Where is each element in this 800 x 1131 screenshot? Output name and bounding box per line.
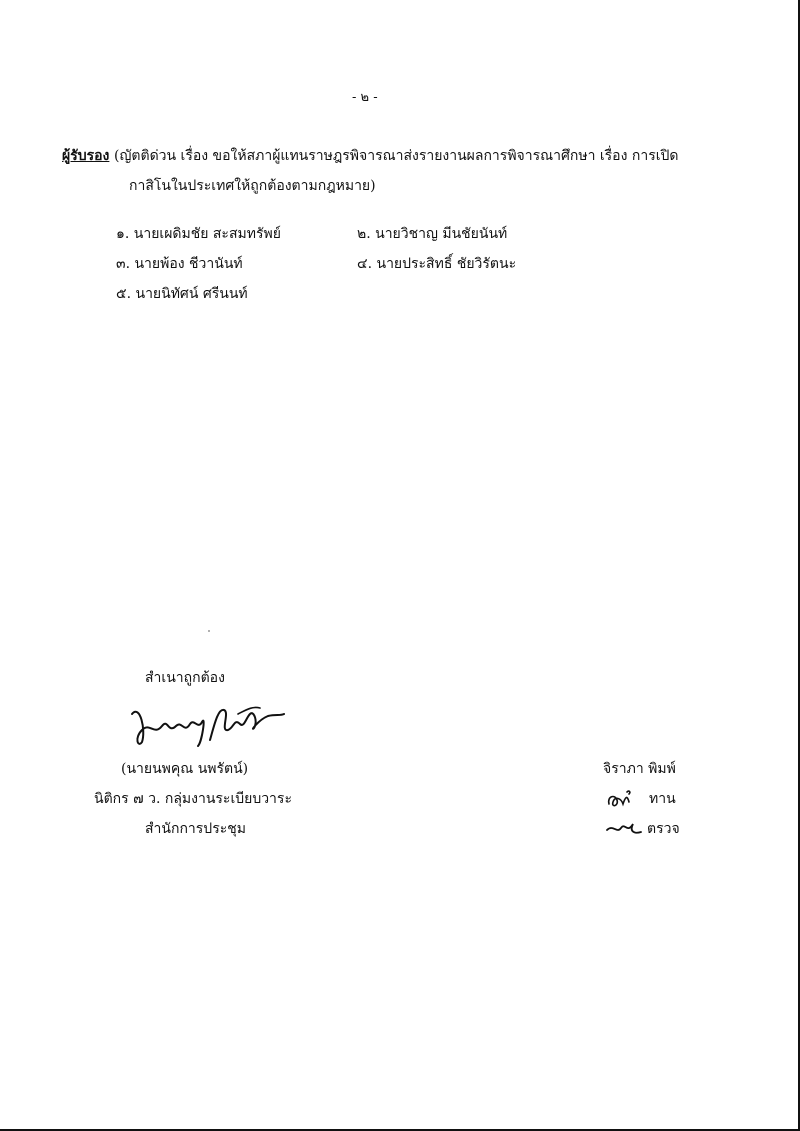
typist-name: จิราภา พิมพ์ [603, 761, 676, 777]
handwritten-signature [128, 700, 288, 750]
certified-copy-label: สำเนาถูกต้อง [145, 670, 225, 686]
endorsers-subject-line-1: (ญัตติด่วน เรื่อง ขอให้สภาผู้แทนราษฎรพิจารณาส่งรายงานผลการพิจารณาศึกษา เรื่อง การเปิด [114, 148, 679, 164]
page-number: - ๒ - [352, 90, 378, 105]
scan-speck [208, 630, 210, 632]
endorsers-subject-line-2: กาสิโนในประเทศให้ถูกต้องตามกฎหมาย) [129, 178, 376, 194]
signer-office: สำนักการประชุม [145, 821, 246, 837]
endorser-member-1: ๑. นายเผดิมชัย สะสมทรัพย์ [116, 226, 281, 242]
checker-initial [605, 820, 643, 838]
typist-initial [605, 788, 637, 812]
signer-name: (นายนพคุณ นพรัตน์) [121, 761, 249, 777]
signer-position: นิติกร ๗ ว. กลุ่มงานระเบียบวาระ [94, 791, 292, 807]
typed-label: ทาน [649, 791, 676, 807]
endorser-member-2: ๒. นายวิชาญ มีนชัยนันท์ [357, 226, 508, 242]
endorser-member-5: ๕. นายนิทัศน์ ศรีนนท์ [116, 286, 248, 302]
checked-label: ตรวจ [647, 821, 680, 837]
endorsers-label: ผู้รับรอง [62, 148, 110, 164]
endorser-member-3: ๓. นายพ้อง ชีวานันท์ [116, 256, 243, 272]
endorser-member-4: ๔. นายประสิทธิ์ ชัยวิรัตนะ [357, 256, 517, 272]
